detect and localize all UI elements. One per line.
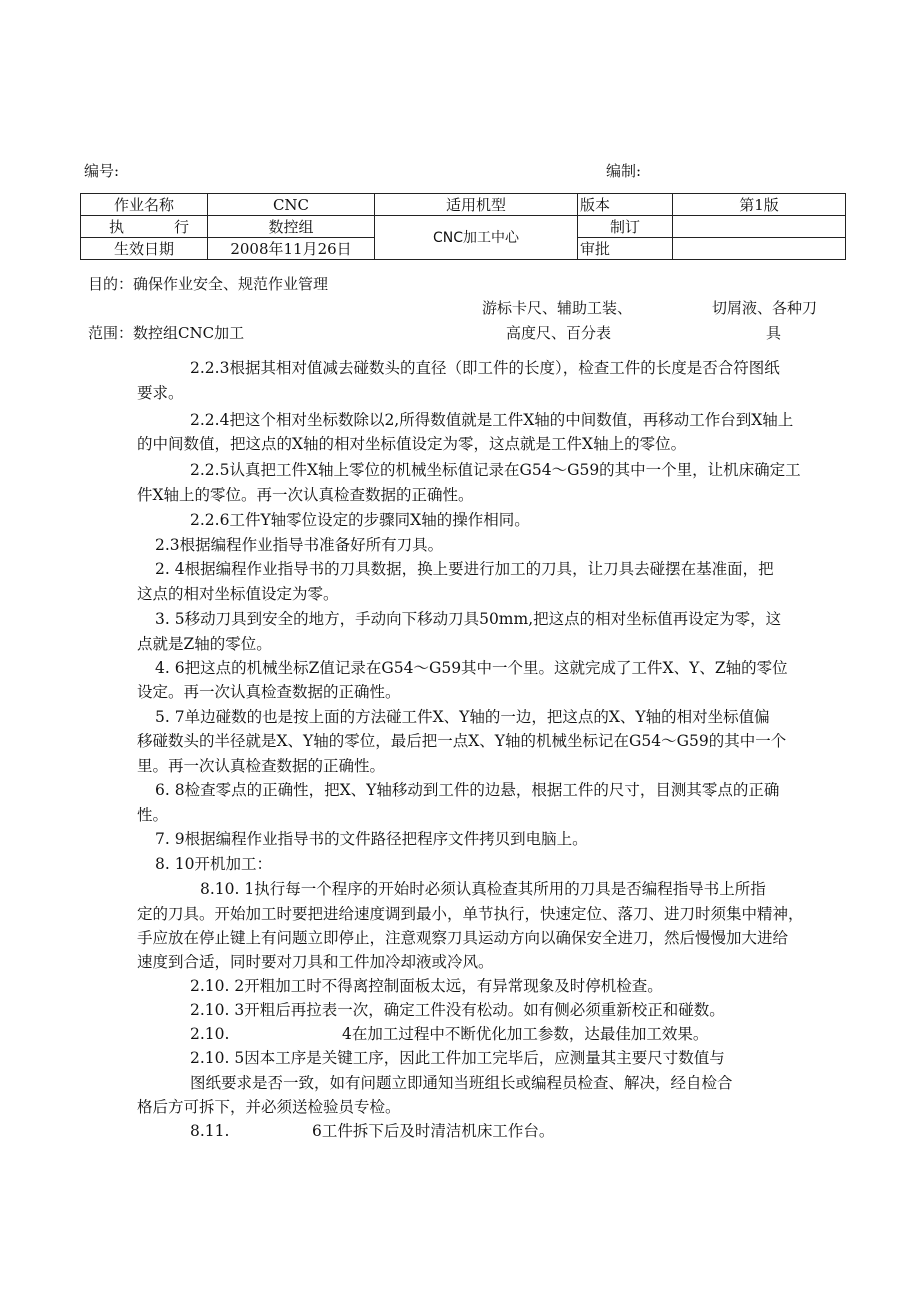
machine-value: CNC加工中心 <box>375 216 578 260</box>
body-line: 移碰数头的半径就是X、Y轴的零位，最后把一点X、Y轴的机械坐标记在G54～G59的其中一个 <box>137 732 787 750</box>
body-line: 6. 8检查零点的正确性，把X、Y轴移动到工件的边悬，根据工件的尺寸，目测其零点的正确 <box>155 781 780 799</box>
body-line: 4在加工过程中不断优化加工参数，达最佳加工效果。 <box>342 1025 709 1043</box>
consumables-line-2: 具 <box>766 324 782 342</box>
exec-label-a: 执 <box>109 217 125 236</box>
version-label: 版本 <box>578 194 673 216</box>
info-table <box>80 193 846 260</box>
body-line: 2.10. 2开粗加工时不得离控制面板太远，有异常现象及时停机检查。 <box>190 977 663 995</box>
body-line: 2.2.3根据其相对值减去碰数头的直径（即工件的长度），检查工件的长度是否合符图纸 <box>190 359 780 377</box>
body-line: 2.10. 3开粗后再拉表一次，确定工件没有松动。如有侧必须重新校正和碰数。 <box>190 1001 725 1019</box>
prepared-value <box>673 216 846 238</box>
body-line: 2.2.5认真把工件X轴上零位的机械坐标值记录在G54～G59的其中一个里，让机床确定工 <box>190 461 801 479</box>
body-line: 4. 6把这点的机械坐标Z值记录在G54～G59其中一个里。这就完成了工件X、Y、Z轴的零位 <box>155 659 788 677</box>
consumables-line-1: 切屑液、各种刀 <box>712 299 818 317</box>
body-line: 点就是Z轴的零位。 <box>137 635 272 653</box>
body-line: 设定。再一次认真检查数据的正确性。 <box>137 683 401 701</box>
table-row <box>81 216 846 238</box>
number-label: 编号: <box>84 162 120 180</box>
body-line: 8. 10开机加工： <box>155 855 272 873</box>
scope-text: 范围：数控组CNC加工 <box>88 324 245 342</box>
body-line: 的中间数值，把这点的X轴的相对坐标值设定为零，这点就是工件X轴上的零位。 <box>137 435 687 453</box>
body-line: 要求。 <box>137 384 184 402</box>
tools-line-1: 游标卡尺、辅助工装、 <box>482 299 633 317</box>
approve-value <box>673 238 846 260</box>
date-value: 2008年11月26日 <box>208 238 375 260</box>
date-label: 生效日期 <box>81 238 208 260</box>
body-line: 2. 4根据编程作业指导书的刀具数据，换上要进行加工的刀具，让刀具去碰摆在基准面，把 <box>155 560 774 578</box>
body-line: 这点的相对坐标值设定为零。 <box>137 585 339 603</box>
approve-label: 审批 <box>578 238 673 260</box>
body-line: 6工件拆下后及时清洁机床工作台。 <box>312 1122 555 1140</box>
exec-label-b: 行 <box>173 217 189 236</box>
version-value: 第1版 <box>673 194 846 216</box>
purpose-text: 目的：确保作业安全、规范作业管理 <box>88 275 329 293</box>
body-line: 格后方可拆下，并必须送检验员专检。 <box>137 1098 401 1116</box>
body-line: 2.3根据编程作业指导书准备好所有刀具。 <box>155 536 444 554</box>
body-line: 2.2.4把这个相对坐标数除以2,所得数值就是工件X轴的中间数值，再移动工作台到X轴上 <box>190 411 794 429</box>
tools-line-2: 高度尺、百分表 <box>506 324 612 342</box>
body-line: 2.2.6工件Y轴零位设定的步骤同X轴的操作相同。 <box>190 511 530 529</box>
body-line: 手应放在停止键上有问题立即停止，注意观察刀具运动方向以确保安全进刀，然后慢慢加大进给 <box>137 929 789 947</box>
body-line: 8.10. 1执行每一个程序的开始时必须认真检查其所用的刀具是否编程指导书上所指 <box>200 880 766 898</box>
body-line: 7. 9根据编程作业指导书的文件路径把程序文件拷贝到电脑上。 <box>155 830 588 848</box>
machine-type-label: 适用机型 <box>375 194 578 216</box>
job-name-label: 作业名称 <box>81 194 208 216</box>
body-line: 5. 7单边碰数的也是按上面的方法碰工件X、Y轴的一边，把这点的X、Y轴的相对坐标值偏 <box>155 708 770 726</box>
body-line: 件X轴上的零位。再一次认真检查数据的正确性。 <box>137 486 474 504</box>
body-line: 定的刀具。开始加工时要把进给速度调到最小，单节执行，快速定位、落刀、进刀时须集中精神， <box>137 905 804 923</box>
body-line: 图纸要求是否一致，如有问题立即通知当班组长或编程员检查、解决，经自检合 <box>190 1074 733 1092</box>
body-line: 2.10. <box>190 1025 230 1043</box>
table-row <box>81 194 846 216</box>
body-line: 里。再一次认真检查数据的正确性。 <box>137 757 386 775</box>
body-line: 速度到合适，同时要对刀具和工件加冷却液或冷风。 <box>137 953 494 971</box>
body-line: 8.11. <box>190 1122 230 1140</box>
body-line: 性。 <box>137 806 169 824</box>
editor-label: 编制: <box>606 162 642 180</box>
exec-value: 数控组 <box>208 216 375 238</box>
job-name-value: CNC <box>208 194 375 216</box>
exec-label <box>81 216 208 238</box>
prepared-label: 制订 <box>578 216 673 238</box>
body-line: 2.10. 5因本工序是关键工序，因此工件加工完毕后，应测量其主要尺寸数值与 <box>190 1049 725 1067</box>
body-line: 3. 5移动刀具到安全的地方，手动向下移动刀具50mm,把这点的相对坐标值再设定为零，这 <box>155 610 782 628</box>
